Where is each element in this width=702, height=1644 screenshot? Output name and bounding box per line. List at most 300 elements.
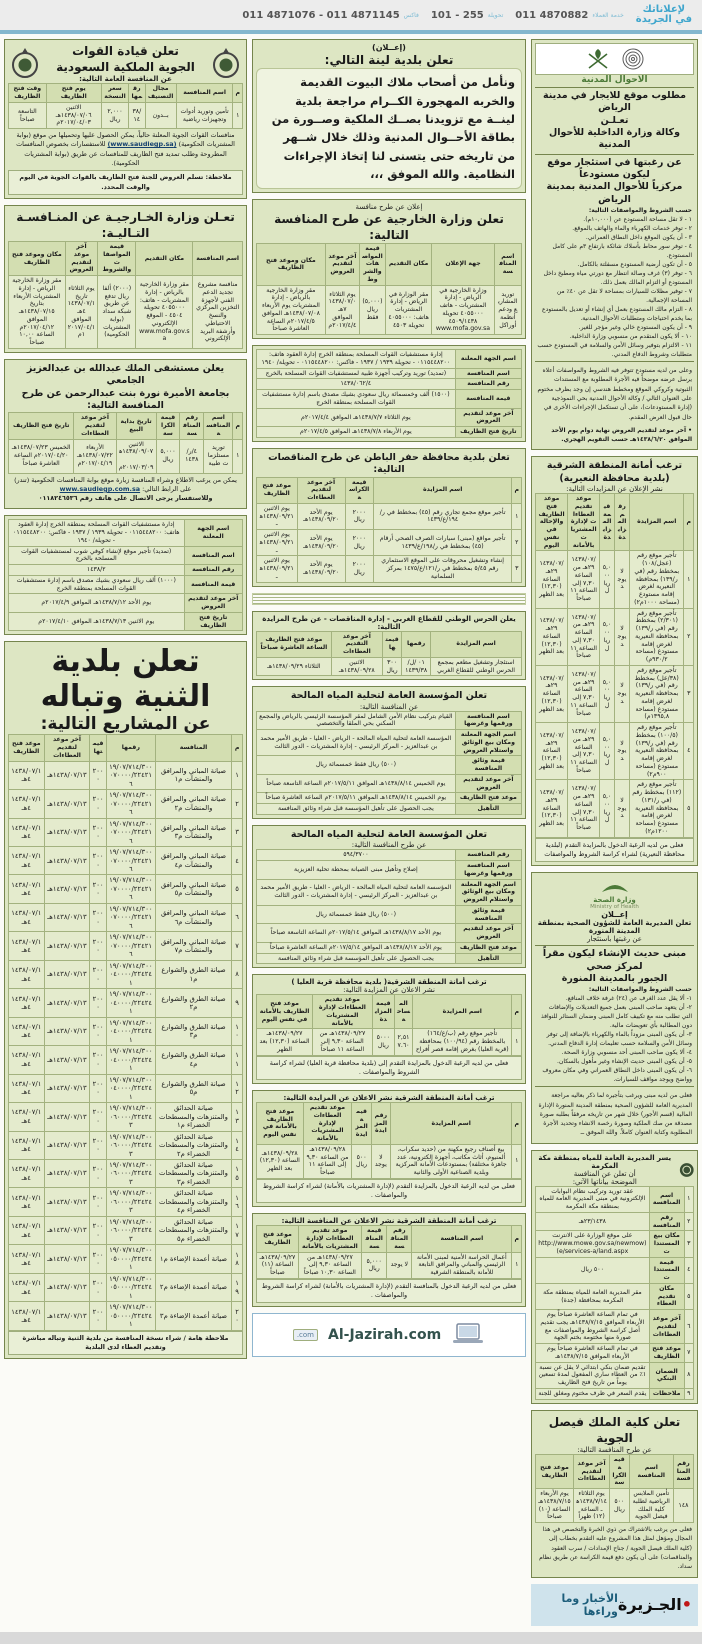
- table-header-row: [257, 631, 522, 657]
- air-force-emblem-icon: [209, 46, 243, 80]
- civil-conditions-list: [535, 215, 694, 359]
- table-row: [257, 285, 522, 335]
- column-header: آخر موعد لتقديم العروض: [65, 242, 98, 276]
- table-cell: يوم الأحد ١٤٣٨/٨/١٧هـ الموافق ٢٠١٧/٥/١٤م الساعة التاسعة صباحاً: [257, 924, 456, 943]
- lina-municipality-ad: [252, 39, 526, 193]
- table-cell: موعد فتح الظاريف: [649, 1344, 684, 1363]
- table-row: [9, 575, 243, 594]
- table-cell: موعد فتح الظاريف: [455, 942, 521, 953]
- laptop-icon: [451, 1322, 485, 1348]
- table-cell: صيانة أعمدة الإضاءة م٢: [155, 1273, 231, 1301]
- table-row: [536, 1186, 694, 1212]
- table-cell: الثلاثاء ١٤٣٨/٠٩/٢٩هـ: [257, 657, 332, 676]
- table-cell: ٢٠٠٠: [90, 1245, 106, 1273]
- table-cell: ١٩/٠٧/٧١٤/٣٠٠٠٤٠٠٠٠/٢٢٤٢٤١: [106, 960, 155, 988]
- right-column: [531, 39, 698, 1626]
- table-cell: ١٩: [232, 1273, 243, 1301]
- table-cell: المؤسسة العامة لتحلية المياه المالحة - الرياض - العليا - طريق الأمير محمد بن عبدالعزيز - المركز الرئيسي - إدارة المشتريات - الدور الثالث: [257, 879, 456, 905]
- table-cell: مقر وزارة الخارجية بالرياض - إدارة المشتريات - هاتف: ٤٠٥٥٠٠٠ تحويلة ٤٥٠٤ - الموقع الإلكتروني www.mofa.gov.sa: [136, 276, 193, 349]
- table-cell: ١٤٣٨/٠٧/١٤هـ: [9, 818, 45, 846]
- table-cell: ١: [512, 1252, 522, 1278]
- table-cell: مكان بيع المستندات: [649, 1231, 684, 1257]
- table-cell: ١٦: [232, 1188, 243, 1216]
- table-cell: ٢٠٠٠: [90, 875, 106, 903]
- column-header: رقمها: [402, 631, 431, 657]
- column-header: يوم فتح الظاريف: [46, 84, 101, 103]
- air-force-emblem-icon: [8, 46, 42, 80]
- table-cell: ١٩/٠٧/٧١٤/٣٠٠٠٥٠٠٠٠/٢٢٤٢٤١: [106, 1273, 155, 1301]
- com-icon: .com: [293, 1329, 318, 1341]
- table-cell: ١٩/٠٧/٧١٤/٣٠٠٠٥٠٠٠٠/٢٢٤٢٤١: [106, 1302, 155, 1330]
- table-cell: ١٤٣٨/٠٧/١٣هـ: [44, 1302, 90, 1330]
- thaniya-footer-note: ملاحظة هامة / شراء نسخة المنافسة من بلدية الثنية وتباله مباشرة وتقديم العطاء لدى البلدية: [8, 1331, 243, 1356]
- table-cell: اسم المنافسة ورقمها وغرضها: [455, 861, 521, 880]
- table-cell: ٢,٥١٧.٦٠: [394, 1029, 412, 1055]
- table-cell: ١٤٣٨/٠٧/١٣هـ: [44, 875, 90, 903]
- table-row: [536, 551, 694, 608]
- table-header-row: [9, 735, 243, 761]
- column-header: اسم المنافسة: [412, 1226, 512, 1252]
- table-cell: ١٤٣٨/٠٧/١٣هـ: [44, 1245, 90, 1273]
- table-cell: ١٩/٠٧/٧١٤/٣٠٠٠٥٠٠٠٠/٢٢٤٢٤١: [106, 1245, 155, 1273]
- table-row: [536, 1489, 694, 1523]
- table-row: [9, 790, 243, 818]
- table-cell: يوم الأحد ١٤٣٨/٠٩/٢٠هـ: [297, 556, 345, 582]
- sh-auction-title: ترغب أمانة المنطقة الشرقية نشر الاعلان عن المزايدة التالية:: [283, 1094, 495, 1103]
- table-cell: ١٩/٠٧/٧١٤/٣٠٠٠٤٠٠٠٠/٢٢٤٢٤١: [106, 1017, 155, 1045]
- divider: [535, 945, 694, 946]
- table-cell: لا يوجد: [615, 780, 630, 837]
- swcc2-subtitle: عن طرح المنافسة التالية:: [351, 841, 427, 850]
- table-cell: ٣٠٠ ريال: [382, 657, 401, 676]
- column-header: قيمة الكراسة: [156, 413, 179, 439]
- table-cell: ٢٠٠٠: [90, 1074, 106, 1102]
- civil-deadline: • آخر موعد لتقديم العروض نهاية دوام يوم الأحد الموافق ١٤٣٨/٦/٢٠هـ حسب التقويم الهجري.: [551, 426, 692, 444]
- table-cell: ١٤٣٨/٠٧/١٤هـ: [9, 1216, 45, 1244]
- procurement-portal-link[interactable]: www.saudiegp.com.sa: [59, 484, 141, 493]
- bottom-gray-bar: [0, 1632, 702, 1644]
- column-header: رقم المنافسة: [180, 413, 204, 439]
- table-cell: ٨: [232, 960, 243, 988]
- table-row: [9, 1160, 243, 1188]
- table-cell: تأجير موقع رقم (٣٨/عل) بمخطط رقم (في ر/١٣٩) بمحافظة النعيرية لغرض إقامة مستودع (مساحة ١٣٩٥,٨م): [630, 665, 684, 722]
- table-header-row: [9, 84, 243, 103]
- brand-line1: لإعلاناتك: [642, 3, 686, 15]
- table-cell: صيانة الحدائق والمتنزهات والمسطحات الخضراء م٣: [155, 1160, 231, 1188]
- table-row: [9, 1302, 243, 1330]
- column-header: اسم المزايدة: [630, 494, 684, 551]
- table-cell: ١٤٣٨/٠٧/١٣هـ: [44, 989, 90, 1017]
- table-row: [536, 1257, 694, 1283]
- table-cell: ٢٠٠٠: [90, 1160, 106, 1188]
- table-cell: آخر موعد لتقديم العروض: [455, 774, 521, 793]
- table-cell: ٥٠٠٠ ريال: [372, 1029, 394, 1055]
- table-header-row: [257, 995, 522, 1029]
- makkah-title3: الموضحة بياناتها الآتي:: [572, 1177, 637, 1186]
- table-cell: ٦: [232, 903, 243, 931]
- table-cell: صيانة أعمدة الإضاءة م٣: [155, 1302, 231, 1330]
- column-header: موعد فتح الظاريف بالأمانة في نفس اليوم: [257, 1103, 304, 1145]
- column-header: اسم المنافسة: [494, 243, 521, 285]
- table-cell: يوم الثلاثاء ١٤٣٨/٧/١٤هـ الساعة (١٢) ظهراً: [574, 1489, 610, 1523]
- table-row: [257, 804, 522, 815]
- table-cell: ١٤٣٨/٠٧/٢٩هـ الساعة (١٢,٣٠) بعد الظهر: [536, 723, 568, 780]
- column-header: مكان وموعد فتح الظاريف: [257, 243, 326, 285]
- table-cell: لا يوجد: [615, 723, 630, 780]
- table-cell: ١٤٣٨/٠٧/٢٩هـ الساعة (١٢,٣٠) بعد الظهر: [536, 551, 568, 608]
- table-cell: ١٤٣٨/٠٩/٢٨هـ من الساعة ٩,٣٠ إلى الساعة ١١ صباحاً: [303, 1144, 352, 1178]
- ng-title: يعلن الحرس الوطني للقطاع الغربي - إدارة المناقصات - عن طرح المزايدة التالية:: [262, 614, 516, 631]
- table-row: [257, 924, 522, 943]
- table-cell: صيانة المباني والمرافق والمنشآت م٧: [155, 932, 231, 960]
- table-cell: ١٤٣٨/٠٩/٢٧هـ الساعة (١٢,٣٠) بعد الظهر: [257, 1029, 313, 1055]
- phone-number: 011 4870882: [515, 9, 589, 21]
- table-row: [257, 1252, 522, 1278]
- table-row: [9, 594, 243, 613]
- table-cell: ١٧: [232, 1216, 243, 1244]
- table-cell: ١٤٣٨/٠٩/٢٧هـ من الساعة ٩,٣٠ إلى الساعة ١٠,٣٠ صباحاً: [298, 1252, 361, 1278]
- table-cell: ١٤٣٨/٠٧/٢٩هـ من الساعة ٧,٣٠ إلى الساعة ١١ صباحاً: [568, 551, 600, 608]
- table-cell: منافسة مشروع تجديد الدعم الفني لأجهزة التخزين المركزي والنسخ الاحتياطي وأرشفة البريد الإلكتروني: [193, 276, 243, 349]
- table-cell: ١٩/٠٧/٧١٤/٣٠٠٠٧٠٠٠٠/٢٢٤٢١٦: [106, 903, 155, 931]
- table-row: [536, 665, 694, 722]
- table-cell: اسم المنافسة: [455, 368, 521, 379]
- kfaa-tender-ad: [531, 1410, 698, 1578]
- civil-subject-line2: مركزياً للأحوال المدنية بمدينة الرياض: [546, 181, 683, 205]
- moh-subject-line2: الجبور بالمدينة المنورة: [561, 972, 668, 984]
- phone-note: وللاستفسار يرجى الاتصال على هاتف رقم ٠١١٨٢٤٦٥٣٦: [38, 494, 213, 503]
- table-cell: يوم الأحد ١٤٣٨/٠٩/٢٠هـ: [297, 503, 345, 529]
- table-cell: ٢٠٠٠: [90, 1131, 106, 1159]
- table-row: [536, 1362, 694, 1388]
- table-cell: ٥,٠٠٠ ريال: [361, 1252, 387, 1278]
- column-header: قيمتها: [90, 735, 106, 761]
- table-cell: آخر موعد لتقديم العروض: [184, 594, 243, 613]
- qarya-subtitle: نشر الاعلان عن المزايدة التالية:: [343, 986, 435, 995]
- table-row: [257, 850, 522, 861]
- table-cell: (تمديد) توريد وتركيب أجهزة طبية لمستشفيات القوات المسلحة بالخرج: [257, 368, 456, 379]
- website-url[interactable]: Al-Jazirah.com: [328, 1327, 442, 1344]
- airforce-table: [8, 83, 243, 129]
- table-row: [9, 875, 243, 903]
- moh-closing-paragraph: فعلى من لديه مبنى ويرغب بتأجيره لما ذكر بعاليه مراجعة المديرية العامة للشؤون الصحية بمنطقة المدينة المنورة الإدارة المالية (قسم الأجور) خلال شهر من تاريخه مرفقاً بطلبه صورة مصدقة من صك الملكية وصورة رخصة الانشاء وتحديد الأجرة المطلوبة وكتابة العنوان كاملاً. والله الموفق ــ: [538, 1092, 692, 1137]
- column-header: موعد تقديم العطاءات لإدارة المشتريات بالأمانة: [568, 494, 600, 551]
- table-row: [9, 1103, 243, 1131]
- kharj-coffeeshop-tender-ad: [4, 515, 247, 635]
- table-row: [257, 350, 522, 369]
- moh-title: تعلن المديرية العامة للشؤون الصحية بمنطقة المدينة المنورة: [537, 919, 692, 936]
- condition-item: ٣- أن يكون المبنى مزوداً بالماء والكهرباء بالإضافة إلى توفر وسائل الأمن والسلامة حسب تعليمات إدارة الدفاع المدني.: [546, 1031, 692, 1048]
- divider: [535, 87, 694, 88]
- kfaa-title: تعلن كلية الملك فيصل الجوية: [548, 1414, 681, 1445]
- column-header: مجال التصنيف: [145, 84, 176, 103]
- table-cell: ٥,٠٠٠ ريال: [600, 608, 615, 665]
- column-header: اسم المنافسة: [176, 84, 233, 103]
- table-cell: ٨: [684, 1362, 693, 1388]
- table-cell: ١٤٣٨/٠٧/١٤هـ: [9, 1302, 45, 1330]
- lina-title: تعلن بلدية لينة التالي:: [324, 53, 454, 67]
- table-row: [9, 565, 243, 576]
- aljazirah-website-banner[interactable]: [252, 1313, 526, 1357]
- table-cell: اسم الجهة المعلنة ومكان بيع الوثائق واستلام العروض: [455, 879, 521, 905]
- kamc-hospital-tender-ad: [4, 359, 247, 509]
- table-cell: التأهيل: [455, 953, 521, 964]
- table-cell: ١٩/٠٧/٧١٤/٣٠٠٠٧٠٠٠٠/٢٢٤٢١٦: [106, 790, 155, 818]
- table-cell: ١٤٣٨/٠٧/١٣هـ: [44, 847, 90, 875]
- table-cell: ١٤٣٨/٠٧/١٣هـ: [44, 790, 90, 818]
- table-cell: ١٤٣٨/٠٧/١٤هـ: [9, 1074, 45, 1102]
- table-cell: لا يوجد: [615, 665, 630, 722]
- table-cell: يقدم السعر في ظرف مختوم ومغلق للجنة: [536, 1388, 650, 1399]
- table-cell: بيع أصناف رجيع مكهنة من (حديد سكراب، ألمنيوم، أثاث مكاتب، أجهزة إلكترونية، عدد جاهزة مختلفة) بمستودعات الأمانة المركزية وبلدية الصناعية الأولى والثانية: [390, 1144, 512, 1178]
- table-cell: ١٩/٠٧/٧١٤/٣٠٠٠٦٠٠٠٠/٢٢٤٢٤٣: [106, 1188, 155, 1216]
- table-cell: ٢: [684, 1212, 693, 1231]
- swcc1-table: [256, 711, 522, 815]
- table-cell: ١: [512, 1144, 522, 1178]
- table-cell: ١٤٣٨/٠٧/١٣هـ: [44, 1216, 90, 1244]
- table-cell: ٠١ /ل/ ١٤٣٩/٣٨: [402, 657, 431, 676]
- civil-subject-line1: عن رغبتها في استئجار موقع ليكون مستودعاً: [547, 156, 682, 181]
- table-cell: ١٤٣٨/٠٧/٢٩هـ من الساعة ٧,٣٠ إلى الساعة ١١ صباحاً: [568, 723, 600, 780]
- airforce-note-bold: ملاحظة: تسلم العروض للجنة فتح الظاريف بالقوات الجوية في اليوم والوقت المحدد.: [8, 170, 243, 195]
- table-cell: يوم الأربعاء ١٤٣٨/٧/١٥هـ الساعة (١٠) صباحاً: [536, 1489, 574, 1523]
- column-header: قيمة الكراسة: [345, 477, 373, 503]
- table-cell: ٩: [684, 1388, 693, 1399]
- section-divider: [252, 593, 526, 605]
- table-cell: ٥,٠٠٠ ريال: [600, 665, 615, 722]
- sh-auction-table: [256, 1102, 522, 1179]
- table-cell: تأجير موقع رقم (ب/ع/١٦٤) بالمخطط رقم (١٠٠/٩٤) بمحافظة (قرية العليا) بغرض إقامة قصر أفراح: [413, 1029, 512, 1055]
- table-cell: ٢٠٠٠ ريال: [345, 530, 373, 556]
- mofa-title: تعـلن وزارة الخـارجيـة عن المنـافسـة التـاليـة:: [16, 209, 235, 240]
- table-cell: (تمديد) تأجير موقع لإنشاء كوفي شوب لمستشفيات القوات المسلحة بالخرج: [9, 546, 185, 565]
- table-cell: أعمال الحراسة الأمنية لمبنى الأمانة الرئيسي والمباني والمرافق التابعة للأمانة بالمنطقة الشرقية: [412, 1252, 512, 1278]
- table-row: [257, 711, 522, 730]
- lina-tag: (إعــلان): [372, 43, 406, 52]
- table-cell: ٢٠٠٠: [90, 1103, 106, 1131]
- table-row: [257, 368, 522, 379]
- conditions-title: حسب الشروط والمواصفات التالية:: [588, 986, 692, 994]
- table-row: [9, 1245, 243, 1273]
- table-cell: تأجير موقع رقم (٢/٣٠١) بمخطط رقم (في ر/١٣٩) بمحافظة النعيرية لغرض إقامة مستودع (مساحة ٩٣٠/٢م): [630, 608, 684, 665]
- table-cell: ١٤٣٨/٠٧/١٣هـ: [44, 761, 90, 789]
- column-header: المنافسة: [155, 735, 231, 761]
- swcc-tender1-ad: [252, 686, 526, 819]
- table-cell: ٥: [684, 780, 694, 837]
- table-cell: صيانة المباني والمرافق والمنشآت م٢: [155, 790, 231, 818]
- table-cell: على موقع الوزارة على الانترنت (http://www.mowe.gov.sa/newmowe/services-a/land.aspx): [536, 1231, 650, 1257]
- column-header: آخر موعد لتقديم العروض: [325, 243, 359, 285]
- table-cell: اسم المنافسة: [649, 1186, 684, 1212]
- table-cell: ١٤٣٨/٠٧/١٤هـ: [9, 903, 45, 931]
- condition-item: ٤- ألا يكون صاحب المبنى أحد منسوبي وزارة الصحة.: [561, 1049, 692, 1057]
- table-cell: صيانة الحدائق والمتنزهات والمسطحات الخضراء م٥: [155, 1216, 231, 1244]
- table-cell: ١٨: [232, 1245, 243, 1273]
- fingerprint-icon: [620, 46, 646, 72]
- procurement-portal-link[interactable]: (www.saudiegp.sa): [107, 140, 177, 149]
- column-header: موعد تقديم العطاءات لإدارة المشتريات بالأمانة: [313, 995, 373, 1029]
- table-cell: ١: [233, 439, 243, 473]
- column-header: م: [233, 84, 243, 103]
- table-cell: مقر وزارة الخارجية الرياض - إدارة المشتريات الأربعاء بتاريخ ١٤٣٨/٠٧/١٥هـ الموافق ٢٠١٧/٠٤/١٢م الساعة ١٠,٠٠ صباحاً: [9, 276, 66, 349]
- table-cell: صيانة الحدائق والمتنزهات والمسطحات الخضراء م٤: [155, 1188, 231, 1216]
- kharj-table: [8, 519, 243, 631]
- table-cell: ١٤٣٨/٠٩/٢٨هـ الساعة (١٢,٣٠) بعد الظهر: [257, 1144, 304, 1178]
- table-cell: ١٤٣٨/٠٧/١٣هـ: [44, 960, 90, 988]
- mofa2-table: [256, 243, 522, 335]
- table-row: [257, 408, 522, 427]
- table-cell: ١٤٣٨/٠٧/٢٩هـ من الساعة ٧,٣٠ إلى الساعة ١١ صباحاً: [568, 665, 600, 722]
- table-row: [9, 903, 243, 931]
- table-cell: ١٩/٠٧/٧١٤/٣٠٠٠٤٠٠٠٠/٢٢٤٢٤١: [106, 1046, 155, 1074]
- table-cell: ٢٠٠٠ ريال: [345, 556, 373, 582]
- condition-item: ٢ - توفر خدمات الكهرباء والماء والهاتف بالموقع.: [572, 225, 692, 233]
- kamc-table: [8, 412, 243, 473]
- table-row: [9, 1131, 243, 1159]
- table-cell: مقر الوزارة في الرياض - إدارة المشتريات هاتف: ٤٠٥٥٠٠٠ تحويلة ٤٥٠٣: [385, 285, 432, 335]
- table-cell: تقديم ضمان بنكي ابتدائي لا يقل عن نسبة ١٪ من العطاء ساري المفعول لمدة تسعين يوماً من تاريخ فتح الظاريف: [536, 1362, 650, 1388]
- kharj-medical-devices-ad: [252, 345, 526, 442]
- table-cell: ١٤٣٨/٠٩/٢٧هـ من الساعة ٩,٣٠ إلى الساعة ١١ صباحاً: [313, 1029, 373, 1055]
- table-cell: ١٤٣٨/٠٧/١٤هـ: [9, 1017, 45, 1045]
- table-cell: ١٤٣٨/٠٧/١٤هـ: [9, 932, 45, 960]
- table-cell: ١٤٣٨/٠٧/١٤هـ: [9, 1046, 45, 1074]
- column-header: موعد فتح الظاريف والإحالة في نفس اليوم: [536, 494, 568, 551]
- table-cell: ٢٠٠٠: [90, 1188, 106, 1216]
- table-cell: تأجير موقع رقم (١١٢) بمخطط رقم (في ر/١٣١) بمحافظة النعيرية لغرض إقامة مستودع (مساحة ١٢٠٠م٢): [630, 780, 684, 837]
- table-cell: (٥٠٠) ريال فقط خمسمائة ريال: [257, 756, 456, 775]
- table-cell: يوم الثلاثاء تاريخ ١٤٣٨/٠٧/١٤هـ الموافق ٢٠١٧/٠٤/١١م: [65, 276, 98, 349]
- table-cell: تاريخ فتح الظاريف: [184, 612, 243, 631]
- table-cell: قيمة وثائق المنافسة: [455, 756, 521, 775]
- table-cell: ١٤٣٨/٠٧/١٤هـ: [9, 1188, 45, 1216]
- kamc-title-line1: يعلن مستشفى الملك عبدالله بن عبدالعزيز الجامعي: [26, 362, 225, 387]
- table-cell: ١٤٣٨/٠٧/١٤هـ: [9, 790, 45, 818]
- civil-affairs-org-name: الاحوال المدنية: [581, 75, 648, 85]
- condition-item: ٥ - أن تكون أرضية المستودع مسفلتة بالكامل.: [577, 261, 692, 269]
- thaniya-title-line1: تعلن بلدية الثنية وتباله: [40, 644, 211, 714]
- table-cell: ١٤٣٨/٠٩/٢٧هـ الساعة (١١) صباحاً: [257, 1252, 299, 1278]
- table-row: [536, 1283, 694, 1309]
- table-cell: ١٩/٠٧/٧١٤/٣٠٠٠٧٠٠٠٠/٢٢٤٢١٦: [106, 875, 155, 903]
- civil-affairs-ad: [531, 39, 698, 450]
- table-cell: ١٤٣٨/٠٧/١٤هـ: [9, 960, 45, 988]
- thaniya-table: [8, 734, 243, 1330]
- table-header-row: [257, 477, 522, 503]
- table-header-row: [9, 413, 243, 439]
- makkah-table: [535, 1186, 694, 1400]
- table-row: [536, 1310, 694, 1344]
- table-header-row: [9, 242, 243, 276]
- table-cell: ١٤٣٨/٠٧/١٣هـ: [44, 1074, 90, 1102]
- table-cell: صيانة المباني والمرافق والمنشآت م٤: [155, 847, 231, 875]
- column-header: قيمة المزايدة: [372, 995, 394, 1029]
- nuairiya-footer-note: فعلى من لديه الرغبة الدخول بالمزايدة التقدم (لبلدية محافظة النعيرية) لشراء كراسة الشروط والمواصفات: [535, 838, 694, 863]
- column-header: جهة الإعلان: [432, 243, 494, 285]
- airforce-header: [8, 43, 243, 83]
- table-row: [9, 989, 243, 1017]
- column-header: موعد فتح الظاريف: [9, 735, 45, 761]
- table-cell: لا يوجد: [615, 551, 630, 608]
- column-header: رقمها: [106, 735, 155, 761]
- table-cell: ١٤٣٨/٠٧/١٣هـ: [44, 1131, 90, 1159]
- table-cell: ٣: [512, 556, 522, 582]
- column-header: آخر موعد لتقديم العطاءات: [74, 413, 116, 439]
- brand-line2: في الجريدة: [635, 14, 692, 25]
- table-cell: ١: [684, 551, 694, 608]
- table-cell: ١٥: [232, 1160, 243, 1188]
- hafr-albatin-tenders-ad: [252, 448, 526, 587]
- table-cell: ٢٠٠٠: [90, 1273, 106, 1301]
- table-cell: ٥: [684, 1283, 693, 1309]
- kamc-note: [8, 474, 243, 506]
- nuairiya-title: ترغب أمانة المنطقة الشرقية (بلدية محافظة النعيرية): [546, 460, 683, 484]
- table-cell: ٤: [684, 1257, 693, 1283]
- table-cell: ٢٠٠٠: [90, 1046, 106, 1074]
- table-row: [9, 276, 243, 349]
- table-cell: المؤسسة العامة لتحلية المياه المالحة - الرياض - العليا - طريق الأمير محمد بن عبدالعزيز - المركز الرئيسي - إدارة المشتريات - الدور الثالث: [257, 730, 456, 756]
- table-row: [257, 953, 522, 964]
- table-cell: ٢٠٠٠: [90, 989, 106, 1017]
- column-header: مكان التقديم: [385, 243, 432, 285]
- table-cell: ١٩/٠٧/٧١٤/٣٠٠٠٤٠٠٠٠/٢٢٤٢٤١: [106, 1074, 155, 1102]
- table-cell: يوم الاثنين ١٤٣٨/٧/١٣هـ الموافق ٢٠١٧/٤/١٠م: [9, 612, 185, 631]
- table-cell: ٥٠٠ ريال: [536, 1257, 650, 1283]
- table-cell: إصلاح وتأهيل مبنى الصيانة بمحطة تحلية العزيزية: [257, 861, 456, 880]
- column-header: آخر موعد لتقديم العطاءات: [297, 477, 345, 503]
- table-cell: ١٤٣٨/٠٧/١٣هـ: [44, 1273, 90, 1301]
- aljazirah-slogan: الأخبار وما وراءها: [561, 1591, 618, 1618]
- column-header: اسم المزايدة: [390, 1103, 512, 1145]
- lina-body: ونأمل من أصحاب ملاك البيوت القديمة والخربه المهجورة الكــرام مراجعة بلدية لينــة مع تزويدنا بصــك الملكية وصــورة من بطاقة الأحــوال المدنية وذلك خلال شــهر من تاريخه حتى يتسنى لنا إتخاذ الإجراءات النظامية. والله الموفق ،،،: [256, 68, 522, 188]
- table-cell: اسم المنافسة: [184, 546, 243, 565]
- saudi-emblem-icon: [584, 46, 612, 72]
- condition-item: ٨ - التزام مالك المستودع بعمل أي إنشاء أو تعديل بالمستودع بما يخدم احتياجات ومتطلبات الأحوال المدنية.: [542, 306, 692, 323]
- nuairiya-auctions-ad: [531, 456, 698, 866]
- table-cell: صيانة المباني والمرافق والمنشآت م١: [155, 761, 231, 789]
- table-cell: قيمة المنافسة: [455, 390, 521, 409]
- condition-item: ٣ - أن يكون الموقع داخل النطاق العمراني.: [585, 234, 692, 242]
- note-text: يمكن من يرغب الاطلاع وشراء المنافسة زيارة موقع بوابة المنافسات الحكومية (تندر) على الرابط التالي:: [14, 475, 237, 493]
- table-cell: ١٠: [232, 1017, 243, 1045]
- moh-rental-ad: [531, 872, 698, 1144]
- column-header: رقم المنافسة: [674, 1455, 694, 1489]
- sharqiya-security-tender-ad: [252, 1213, 526, 1307]
- column-header: قيمة الكراسة: [610, 1455, 629, 1489]
- table-row: [536, 723, 694, 780]
- table-cell: يوم الخميس ١٤٣٨/٨/١٤هـ الموافق ٢٠١٧/٥/١١م الساعة التاسعة صباحاً: [257, 774, 456, 793]
- table-cell: (١٠٠٠) ألف ريال سعودي بشيك مصدق باسم إدارة مستشفيات القوات المسلحة بمنطقة الخرج: [9, 575, 185, 594]
- table-cell: ٢٠٠٠: [90, 790, 106, 818]
- table-row: [9, 612, 243, 631]
- table-row: [9, 439, 243, 473]
- table-cell: ١٤٣٨/٠٧/١٣هـ: [44, 818, 90, 846]
- table-cell: ١: [512, 503, 522, 529]
- contact-label: خدمة العملاء: [592, 11, 624, 19]
- kfaa-subtitle: عن طرح المنافسة التالية:: [577, 1446, 652, 1455]
- table-cell: ١٤٣٨/٠٧/١٣هـ: [44, 1046, 90, 1074]
- moh-subtitle: عن رغبتها باستئجار: [587, 935, 642, 944]
- aljazirah-slogan-banner[interactable]: [531, 1584, 698, 1626]
- table-cell: ٢,٠٠٠ ريال: [101, 102, 128, 128]
- column-header: موعد فتح الظاريف بالأمانة في نفس اليوم: [257, 995, 313, 1029]
- table-cell: وزارة الخارجية في الرياض - إدارة المشتريات - هاتف ٤٠٥٥٠٠٠ تحويلة ٤٥٠٩/١٤٣٨ www.mofa.gov.sa: [432, 285, 494, 335]
- table-row: [9, 1216, 243, 1244]
- table-cell: ١٤٣٨/٠٧/٢٩هـ الساعة (١٢,٣٠) بعد الظهر: [536, 608, 568, 665]
- sh-tender-footer-note: فعلى من لديه الرغبة الدخول بالمنافسة التقدم (لإدارة المشتريات بالأمانة) لشراء كراسة الشروط والمواصفات .: [256, 1279, 522, 1304]
- contact-fax: [242, 10, 418, 21]
- contact-extension: [431, 10, 503, 21]
